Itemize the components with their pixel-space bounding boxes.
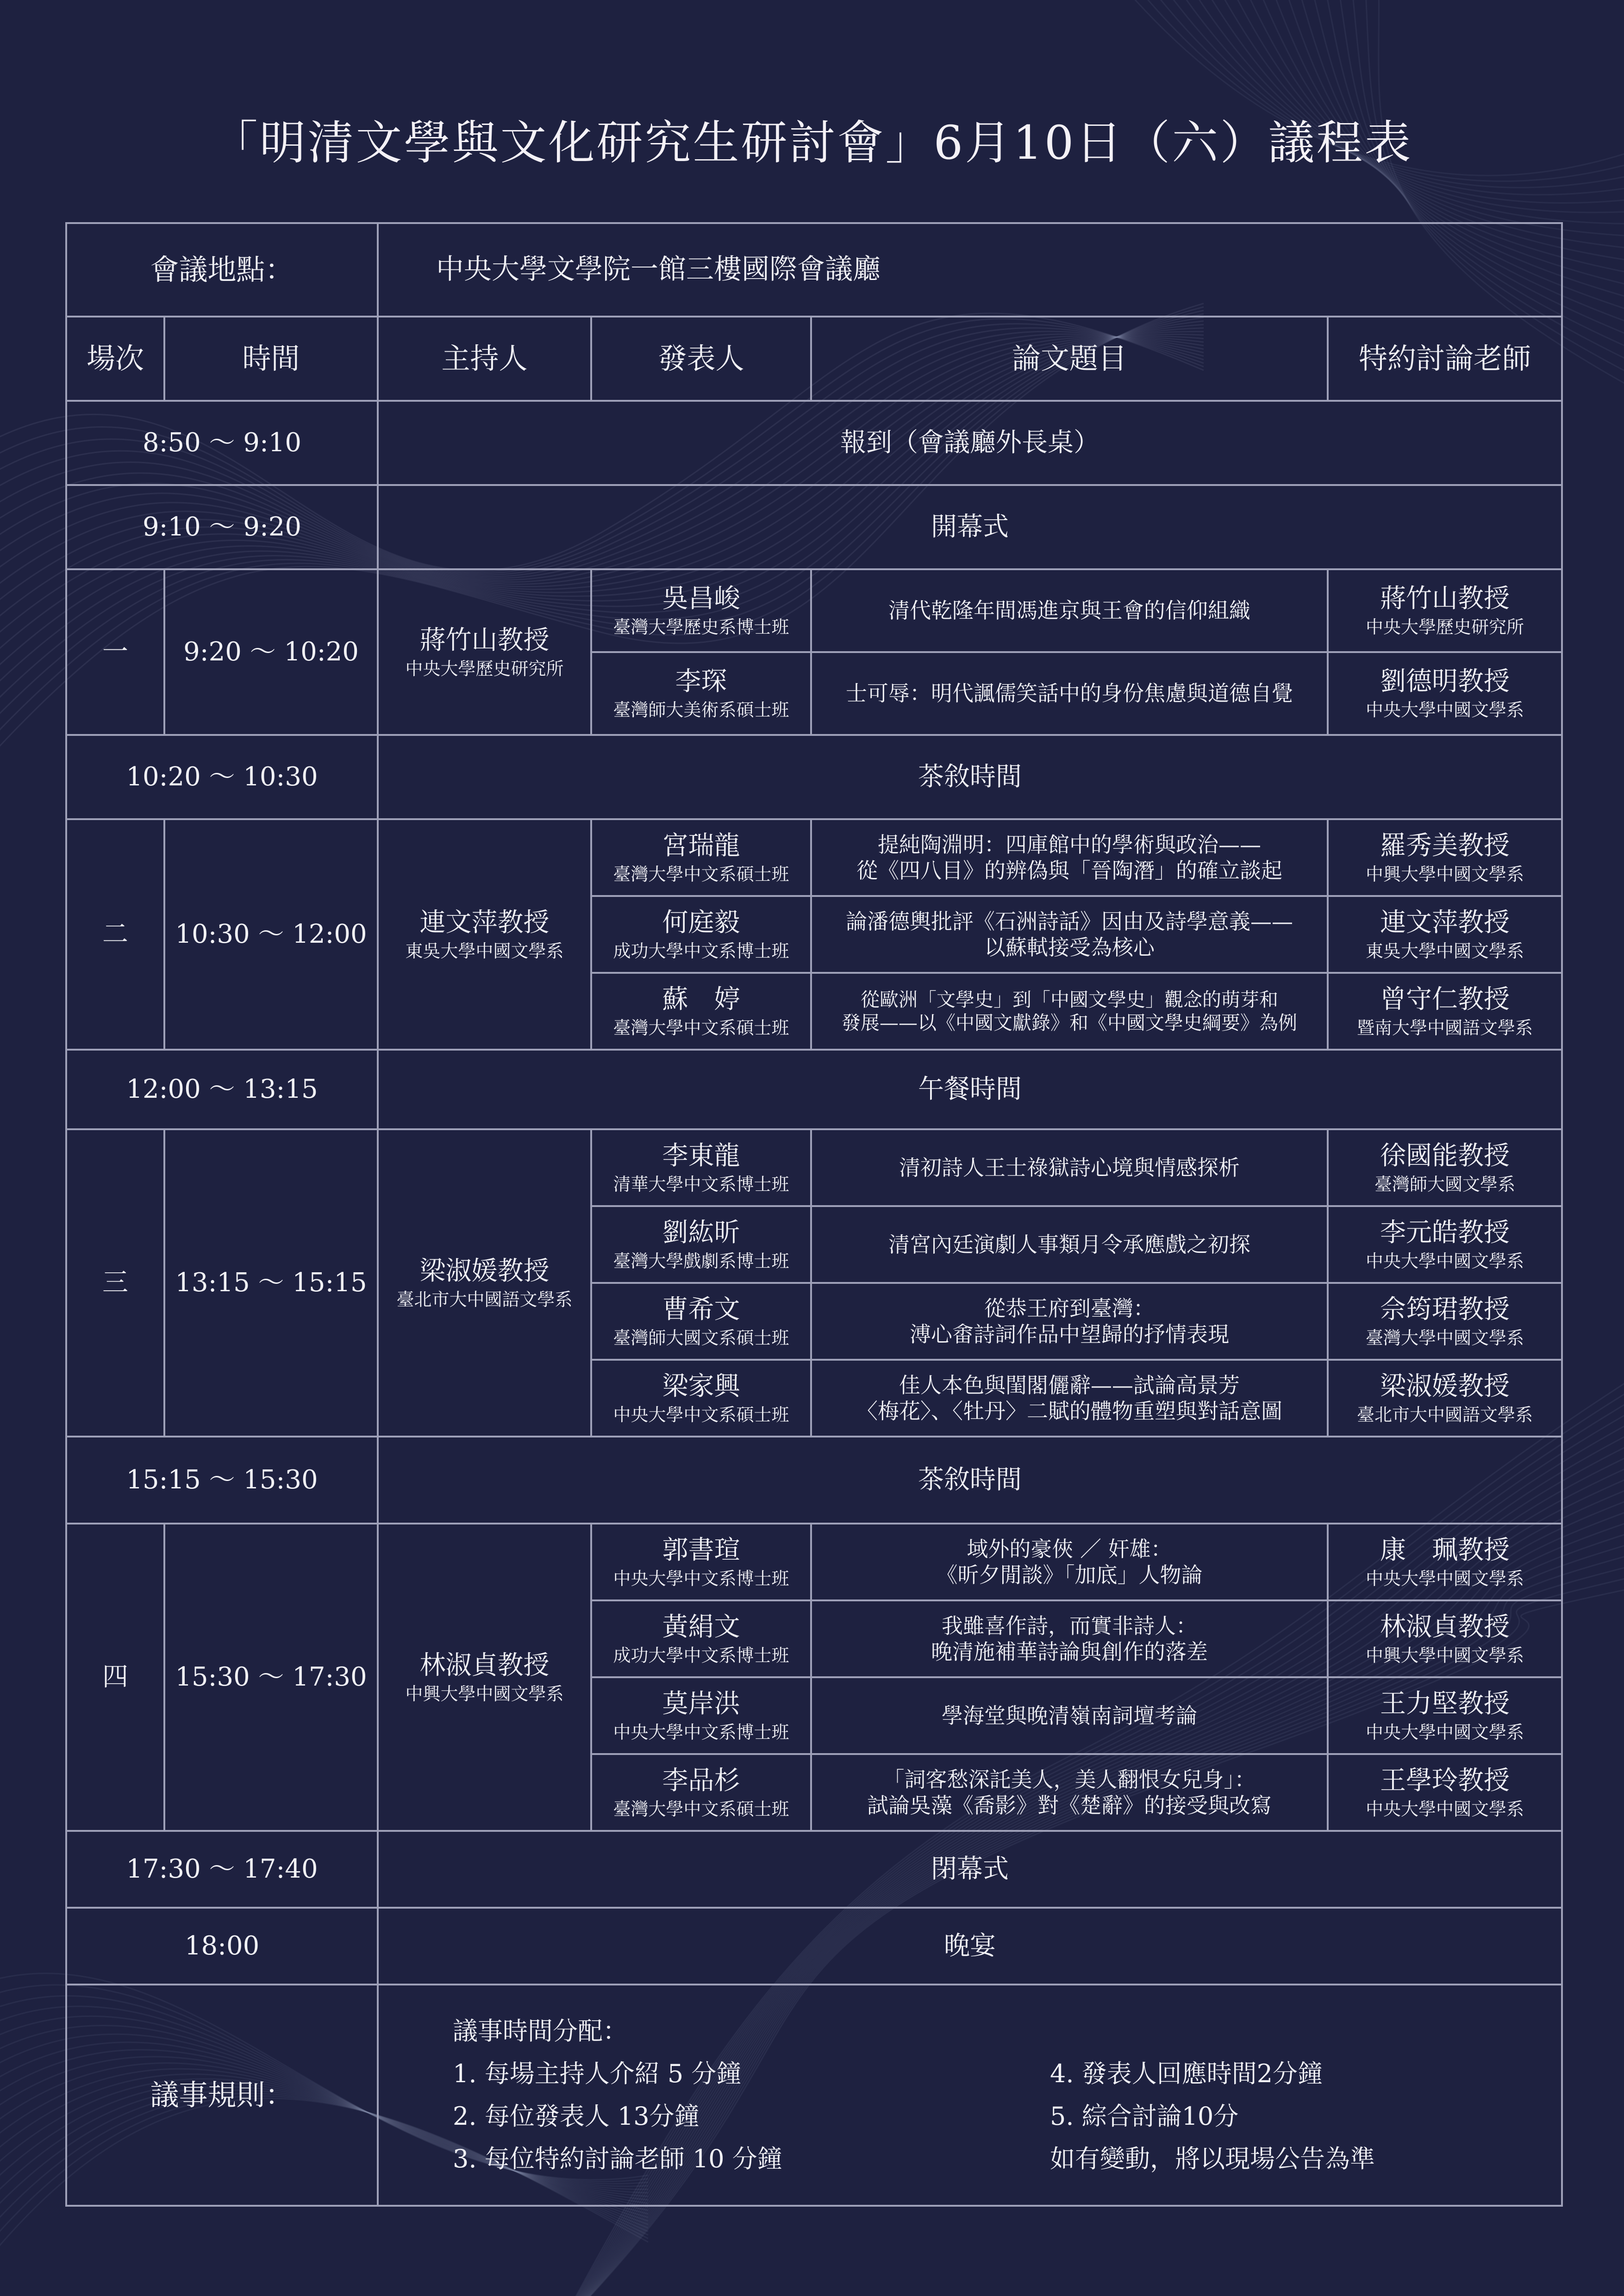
event-row-opening <box>66 485 1562 569</box>
session-2-paper-row <box>66 819 1562 896</box>
discussant-cell <box>1328 1206 1562 1283</box>
event-time: 18:00 <box>66 1908 378 1985</box>
host-affiliation: 東吳大學中國文學系 <box>405 940 564 961</box>
paper-title: 從歐洲「文學史」到「中國文學史」觀念的萌芽和 發展——以《中國文獻錄》和《中國文學史綱要》為例 <box>811 973 1328 1050</box>
discussant-affiliation: 中興大學中國文學系 <box>1366 1645 1524 1666</box>
discussant-cell <box>1328 1677 1562 1754</box>
presenter-affiliation: 清華大學中文系博士班 <box>613 1174 789 1195</box>
discussant-cell <box>1328 973 1562 1050</box>
presenter-name: 蘇 婷 <box>662 984 740 1014</box>
rules-heading: 議事時間分配： <box>453 2016 628 2046</box>
presenter-affiliation: 臺灣大學歷史系博士班 <box>613 617 789 638</box>
discussant-affiliation: 中央大學中國文學系 <box>1366 700 1524 721</box>
session-time: 13:15 ～ 15:15 <box>164 1129 378 1437</box>
session-host <box>378 1524 591 1831</box>
presenter-name: 宮瑞龍 <box>662 830 740 861</box>
presenter-affiliation: 臺灣大學中文系碩士班 <box>613 1798 789 1819</box>
session-4-paper-row <box>66 1524 1562 1600</box>
event-row-dinner <box>66 1908 1562 1985</box>
session-time: 10:30 ～ 12:00 <box>164 819 378 1050</box>
presenter-cell <box>591 1600 811 1677</box>
discussant-name: 梁淑媛教授 <box>1380 1371 1510 1401</box>
session-time: 15:30 ～ 17:30 <box>164 1524 378 1831</box>
paper-title: 域外的豪俠 ／ 奸雄： 《昕夕閒談》「加底」人物論 <box>811 1524 1328 1600</box>
discussant-cell <box>1328 1283 1562 1360</box>
discussant-name: 劉德明教授 <box>1380 666 1510 697</box>
paper-title: 士可辱：明代諷儒笑話中的身份焦慮與道德自覺 <box>811 652 1328 735</box>
discussant-name: 林淑貞教授 <box>1380 1612 1510 1642</box>
presenter-name: 梁家興 <box>662 1371 740 1401</box>
rules-label: 議事規則： <box>66 1985 378 2206</box>
session-3-paper-row <box>66 1129 1562 1206</box>
paper-title: 清初詩人王士祿獄詩心境與情感探析 <box>811 1129 1328 1206</box>
host-name: 梁淑媛教授 <box>419 1256 550 1286</box>
header-row <box>66 317 1562 401</box>
presenter-name: 李東龍 <box>662 1140 740 1171</box>
paper-title: 論潘德輿批評《石洲詩話》因由及詩學意義—— 以蘇軾接受為核心 <box>811 896 1328 973</box>
event-row-break2 <box>66 1437 1562 1524</box>
paper-title: 學海堂與晚清嶺南詞壇考論 <box>811 1677 1328 1754</box>
header-host: 主持人 <box>378 317 591 401</box>
presenter-affiliation: 臺灣大學戲劇系博士班 <box>613 1251 789 1271</box>
session-number: 一 <box>66 569 164 735</box>
presenter-cell <box>591 1677 811 1754</box>
event-time: 10:20 ～ 10:30 <box>66 735 378 819</box>
event-label: 閉幕式 <box>378 1831 1562 1908</box>
discussant-affiliation: 中央大學中國文學系 <box>1366 1568 1524 1589</box>
presenter-name: 李琛 <box>675 666 727 697</box>
host-name: 連文萍教授 <box>419 907 550 938</box>
header-presenter: 發表人 <box>591 317 811 401</box>
discussant-affiliation: 暨南大學中國語文學系 <box>1357 1017 1533 1038</box>
presenter-name: 莫岸洪 <box>662 1688 740 1719</box>
discussant-cell <box>1328 652 1562 735</box>
presenter-affiliation: 臺灣大學中文系碩士班 <box>613 1017 789 1038</box>
discussant-cell <box>1328 1524 1562 1600</box>
presenter-affiliation: 中央大學中文系博士班 <box>613 1722 789 1742</box>
paper-title: 佳人本色與閨閣儷辭——試論高景芳 〈梅花〉、〈牡丹〉二賦的體物重塑與對話意圖 <box>811 1360 1328 1437</box>
header-session: 場次 <box>66 317 164 401</box>
rules-item: 5. 綜合討論10分 <box>1050 2102 1239 2131</box>
event-row-lunch <box>66 1050 1562 1129</box>
discussant-name: 曾守仁教授 <box>1380 984 1510 1014</box>
discussant-cell <box>1328 1600 1562 1677</box>
presenter-name: 曹希文 <box>662 1294 740 1325</box>
presenter-cell <box>591 652 811 735</box>
presenter-cell <box>591 1754 811 1831</box>
rules-item: 2. 每位發表人 13分鐘 <box>453 2102 700 2131</box>
header-time: 時間 <box>164 317 378 401</box>
discussant-name: 康 珮教授 <box>1380 1535 1510 1565</box>
rules-row <box>66 1985 1562 2206</box>
event-time: 9:10 ～ 9:20 <box>66 485 378 569</box>
rules-content <box>378 1985 1562 2206</box>
discussant-affiliation: 臺灣師大國文學系 <box>1374 1174 1516 1195</box>
discussant-affiliation: 中央大學中國文學系 <box>1366 1722 1524 1742</box>
session-number: 四 <box>66 1524 164 1831</box>
presenter-name: 何庭毅 <box>662 907 740 938</box>
event-time: 15:15 ～ 15:30 <box>66 1437 378 1524</box>
rules-column-right <box>1050 2010 1375 2180</box>
session-host <box>378 569 591 735</box>
event-label: 午餐時間 <box>378 1050 1562 1129</box>
presenter-affiliation: 臺灣師大國文系碩士班 <box>613 1327 789 1348</box>
presenter-cell <box>591 1360 811 1437</box>
discussant-name: 徐國能教授 <box>1380 1140 1510 1171</box>
venue-value: 中央大學文學院一館三樓國際會議廳 <box>378 223 1562 317</box>
page-title: 「明清文學與文化研究生研討會」6月10日（六）議程表 <box>211 116 1413 170</box>
session-time: 9:20 ～ 10:20 <box>164 569 378 735</box>
event-row-break1 <box>66 735 1562 819</box>
rules-column-left <box>453 2010 1050 2180</box>
session-1-paper-row <box>66 569 1562 652</box>
discussant-name: 李元皓教授 <box>1380 1217 1510 1248</box>
rules-item: 如有變動，將以現場公告為準 <box>1050 2144 1375 2173</box>
event-label: 開幕式 <box>378 485 1562 569</box>
session-number: 二 <box>66 819 164 1050</box>
discussant-name: 蔣竹山教授 <box>1380 584 1510 614</box>
rules-item: 4. 發表人回應時間2分鐘 <box>1050 2059 1323 2088</box>
discussant-name: 王力堅教授 <box>1380 1688 1510 1719</box>
presenter-cell <box>591 1206 811 1283</box>
event-label: 晚宴 <box>378 1908 1562 1985</box>
event-row-closing <box>66 1831 1562 1908</box>
presenter-affiliation: 中央大學中文系博士班 <box>613 1568 789 1589</box>
host-name: 林淑貞教授 <box>419 1650 550 1680</box>
presenter-affiliation: 成功大學中文系博士班 <box>613 940 789 961</box>
presenter-affiliation: 成功大學中文系博士班 <box>613 1645 789 1666</box>
venue-row <box>66 223 1562 317</box>
paper-title: 「詞客愁深託美人，美人翻恨女兒身」： 試論吳藻《喬影》對《楚辭》的接受與改寫 <box>811 1754 1328 1831</box>
presenter-cell <box>591 1283 811 1360</box>
discussant-cell <box>1328 569 1562 652</box>
presenter-name: 吳昌峻 <box>662 584 740 614</box>
agenda-table <box>65 222 1563 2207</box>
presenter-cell <box>591 819 811 896</box>
discussant-affiliation: 中央大學中國文學系 <box>1366 1798 1524 1819</box>
discussant-cell <box>1328 896 1562 973</box>
event-time: 17:30 ～ 17:40 <box>66 1831 378 1908</box>
discussant-cell <box>1328 1129 1562 1206</box>
session-number: 三 <box>66 1129 164 1437</box>
presenter-affiliation: 中央大學中文系碩士班 <box>613 1404 789 1425</box>
paper-title: 清代乾隆年間馮進京與王會的信仰組織 <box>811 569 1328 652</box>
host-affiliation: 臺北市大中國語文學系 <box>396 1289 573 1310</box>
presenter-name: 李品杉 <box>662 1765 740 1796</box>
event-label: 茶敘時間 <box>378 735 1562 819</box>
discussant-name: 佘筠珺教授 <box>1380 1294 1510 1325</box>
event-label: 報到（會議廳外長桌） <box>378 401 1562 485</box>
presenter-cell <box>591 1129 811 1206</box>
header-paper-title: 論文題目 <box>811 317 1328 401</box>
host-affiliation: 中興大學中國文學系 <box>405 1683 564 1704</box>
discussant-affiliation: 東吳大學中國文學系 <box>1366 940 1524 961</box>
presenter-cell <box>591 1524 811 1600</box>
presenter-name: 黃絹文 <box>662 1612 740 1642</box>
presenter-cell <box>591 973 811 1050</box>
presenter-cell <box>591 896 811 973</box>
presenter-name: 郭書瑄 <box>662 1535 740 1565</box>
discussant-name: 羅秀美教授 <box>1380 830 1510 861</box>
rules-item: 1. 每場主持人介紹 5 分鐘 <box>453 2059 742 2088</box>
discussant-affiliation: 臺灣大學中國文學系 <box>1366 1327 1524 1348</box>
discussant-cell <box>1328 1360 1562 1437</box>
presenter-affiliation: 臺灣大學中文系碩士班 <box>613 864 789 884</box>
presenter-affiliation: 臺灣師大美術系碩士班 <box>613 700 789 721</box>
discussant-name: 王學玲教授 <box>1380 1765 1510 1796</box>
rules-box <box>379 2010 1561 2180</box>
header-discussant: 特約討論老師 <box>1328 317 1562 401</box>
host-name: 蔣竹山教授 <box>419 625 550 655</box>
paper-title: 清宮內廷演劇人事類月令承應戲之初探 <box>811 1206 1328 1283</box>
session-host <box>378 1129 591 1437</box>
paper-title: 從恭王府到臺灣： 溥心畬詩詞作品中望歸的抒情表現 <box>811 1283 1328 1360</box>
venue-label: 會議地點： <box>66 223 378 317</box>
rules-item: 3. 每位特約討論老師 10 分鐘 <box>453 2144 782 2173</box>
discussant-affiliation: 臺北市大中國語文學系 <box>1357 1404 1533 1425</box>
discussant-affiliation: 中央大學中國文學系 <box>1366 1251 1524 1271</box>
rules-spacer <box>1050 2010 1375 2053</box>
discussant-affiliation: 中央大學歷史研究所 <box>1366 617 1524 638</box>
paper-title: 提純陶淵明：四庫館中的學術與政治—— 從《四八目》的辨偽與「晉陶潛」的確立談起 <box>811 819 1328 896</box>
event-time: 12:00 ～ 13:15 <box>66 1050 378 1129</box>
event-row-checkin <box>66 401 1562 485</box>
event-label: 茶敘時間 <box>378 1437 1562 1524</box>
discussant-cell <box>1328 1754 1562 1831</box>
paper-title: 我雖喜作詩，而實非詩人： 晚清施補華詩論與創作的落差 <box>811 1600 1328 1677</box>
session-host <box>378 819 591 1050</box>
presenter-name: 劉紘昕 <box>662 1217 740 1248</box>
event-time: 8:50 ～ 9:10 <box>66 401 378 485</box>
host-affiliation: 中央大學歷史研究所 <box>405 658 564 679</box>
discussant-cell <box>1328 819 1562 896</box>
presenter-cell <box>591 569 811 652</box>
discussant-name: 連文萍教授 <box>1380 907 1510 938</box>
discussant-affiliation: 中興大學中國文學系 <box>1366 864 1524 884</box>
